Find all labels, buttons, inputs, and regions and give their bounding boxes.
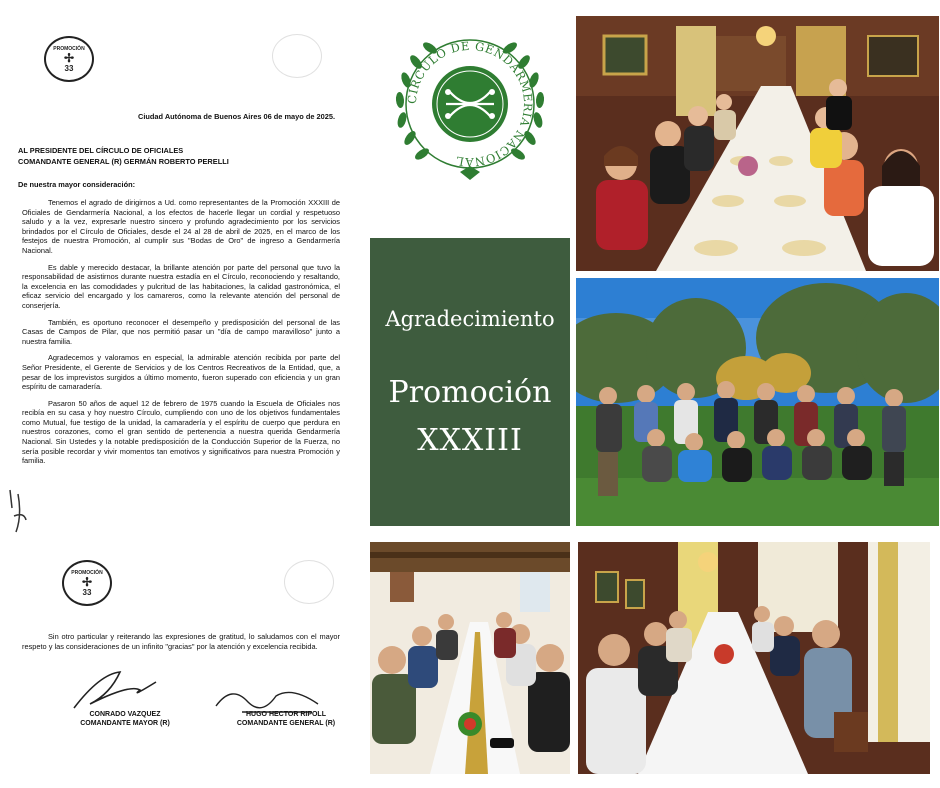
banner-number: XXXIII <box>417 423 523 458</box>
ring-text: CÍRCULO DE GENDARMERÍA NACIONAL <box>404 38 536 170</box>
addressee-line-1: AL PRESIDENTE DEL CÍRCULO DE OFICIALES <box>18 146 184 155</box>
banner-title: Agradecimiento <box>385 307 555 331</box>
photo-long-table <box>370 542 570 774</box>
letter-paragraph: También, es oportuno reconocer el desempeño y predisposición del personal de las Casas de Campos de Pilar, que nos permitió pasar un "día de campo maravilloso" junto a nuestra familia. <box>22 317 340 346</box>
faint-stamp-icon <box>272 34 322 78</box>
thank-you-letter <box>0 0 362 788</box>
faint-stamp-icon-2 <box>284 560 334 604</box>
signer-2: HUGO HECTOR RIPOLL COMANDANTE GENERAL (R) <box>236 711 336 727</box>
promotion-seal-icon: PROMOCIÓN ✢ 33 <box>44 36 94 82</box>
photo-dining-hall <box>576 16 939 271</box>
photo-group-outdoors <box>576 278 939 526</box>
letter-paragraph: Agradecemos y valoramos en especial, la admirable atención recibida por parte del Señor Presidente, el Gerente de Servicios y de los Centros Recreativos de la Entidad, que, a pesar de los imprevistos surgidos a último momento, fueron superado con eficiencia y un gran espíritu de camaradería. <box>22 353 340 392</box>
letter-paragraph: Tenemos el agrado de dirigirnos a Ud. como representantes de la Promoción XXXIII de Oficiales de Gendarmería Nacional, a los efectos de hacerle llegar un cordial y respetuoso saludo y a la vez, expresarle nuestro sincero y profundo agradecimiento por los servicios brindados por el Círculo de Oficiales, desde el 24 al 28 de abril de 2025, en el marco de los festejos de nuestra Promoción, al cumplir sus "Bodas de Oro" de ingreso a Gendarmería Nacional. <box>22 198 340 255</box>
banner-promo: Promoción <box>388 375 552 410</box>
promotion-seal-icon-2: PROMOCIÓN ✢ 33 <box>62 560 112 606</box>
letter-paragraph: Pasaron 50 años de aquel 12 de febrero de 1975 cuando la Escuela de Oficiales nos recibía en su casa y hoy nuestro Círculo, cumpliendo con uno de los objetivos fundamentales como Mutual, fue testigo de la unidad, la camaradería y el espíritu de cuerpo que perdura en nuestros corazones, como el gran sentido de pertenencia a nuestra querida Gendarmería Nacional. Sin Ustedes y la notable predisposición de la Conducción Superior de la Fuerza, no sería posible recordar y vivir momentos tan emotivos y significativos para nuestra Promoción y familia. <box>22 398 340 466</box>
margin-initials-icon <box>2 486 32 536</box>
gendarmeria-circle-logo <box>370 20 570 188</box>
signer-1: CONRADO VAZQUEZ COMANDANTE MAYOR (R) <box>80 711 170 727</box>
place-date: Ciudad Autónoma de Buenos Aires 06 de mayo de 2025. <box>138 112 335 121</box>
addressee-line-2: COMANDANTE GENERAL (R) GERMÁN ROBERTO PERELLI <box>18 157 229 166</box>
thanks-banner <box>370 238 570 526</box>
letter-body <box>22 198 340 473</box>
letter-closing: Sin otro particular y reiterando las expresiones de gratitud, lo saludamos con el mayor respeto y las consideraciones de un infinito "gracias" por la atención y excelencia recibida. <box>22 632 340 651</box>
salutation: De nuestra mayor consideración: <box>18 180 136 189</box>
photo-table-flowers <box>578 542 930 774</box>
signature-1-icon <box>70 664 160 714</box>
letter-paragraph: Es dable y merecido destacar, la brillante atención por parte del personal que tuvo la responsabilidad de asistirnos durante nuestra estadía en el Círculo, reconociendo y resaltando, la excelencia en las comodidades y pulcritud de las habitaciones, la calidad gastronómica, el eficaz servicio del encargado y los camareros, como la relevante atención del personal de conserjería. <box>22 262 340 310</box>
laurel-emblem-icon <box>386 20 554 188</box>
